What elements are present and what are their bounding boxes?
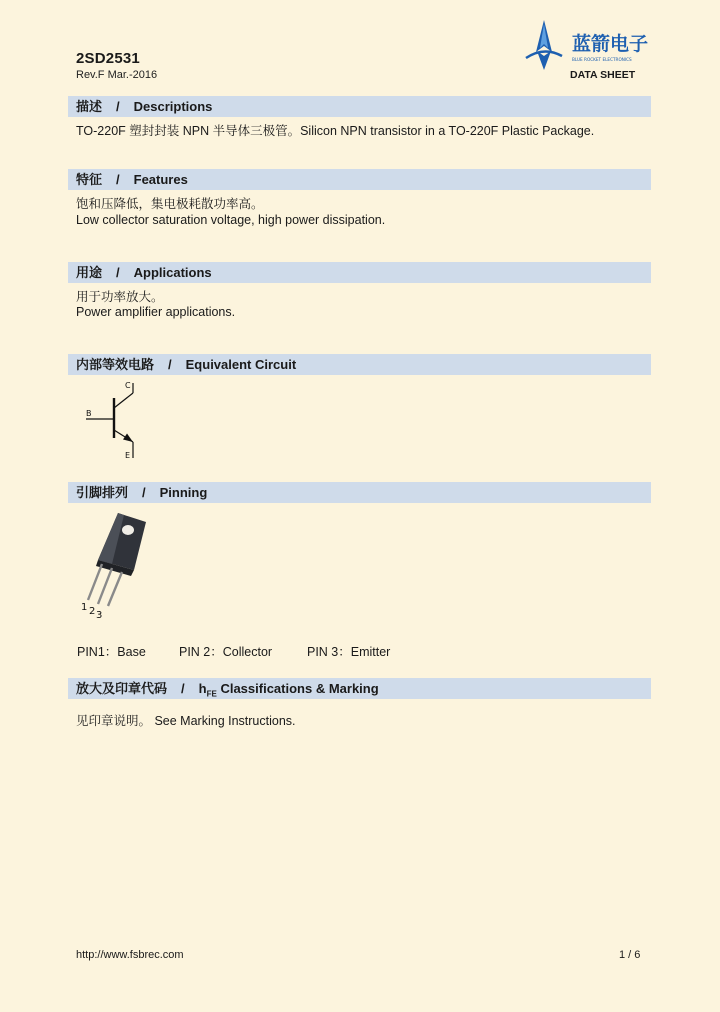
description-text: TO-220F 塑封封装 NPN 半导体三极管。Silicon NPN transistor in a TO-220F Plastic Package.: [76, 124, 595, 138]
features-text-cn: 饱和压降低，集电极耗散功率高。: [76, 197, 264, 211]
section-title-en: Applications: [133, 265, 212, 280]
section-title-cn: 用途: [76, 265, 103, 280]
section-title-en: Equivalent Circuit: [185, 357, 297, 372]
section-title-cn: 内部等效电路: [76, 357, 155, 372]
section-title-cn: 引脚排列: [76, 485, 129, 500]
revision: Rev.F Mar.-2016: [76, 69, 158, 81]
page-number: 1 / 6: [619, 949, 641, 961]
pin-number-3: 3: [96, 610, 103, 620]
emitter-label: E: [125, 451, 131, 460]
section-title-cn: 描述: [76, 99, 103, 114]
applications-text-cn: 用于功率放大。: [76, 290, 164, 304]
section-header-applications: 用途 / Applications: [68, 262, 651, 283]
base-label: B: [86, 409, 92, 418]
section-header-features: 特征 / Features: [68, 169, 651, 190]
logo-text: 蓝箭电子: [572, 33, 649, 55]
pin-number-2: 2: [89, 606, 96, 617]
npn-transistor-symbol: [80, 376, 150, 464]
logo-subtext: BLUE ROCKET ELECTRONICS: [572, 57, 632, 62]
company-logo: [522, 18, 652, 70]
section-header-pinning: 引脚排列 / Pinning: [68, 482, 651, 503]
pin-number-1: 1: [81, 602, 88, 613]
section-title-en: Pinning: [159, 485, 208, 500]
footer-url[interactable]: http://www.fsbrec.com: [76, 949, 184, 961]
hfe-text: 见印章说明。 See Marking Instructions.: [76, 714, 296, 728]
part-number: 2SD2531: [76, 50, 140, 67]
hfe-symbol: $h_{FE}$: [198, 681, 217, 699]
pin3-label: PIN 3：Emitter: [307, 645, 391, 659]
section-title-cn: 特征: [76, 172, 103, 187]
pin1-label: PIN1：Base: [77, 645, 146, 659]
collector-label: C: [125, 381, 131, 390]
datasheet-label: DATA SHEET: [570, 69, 636, 81]
features-text-en: Low collector saturation voltage, high power dissipation.: [76, 213, 386, 227]
section-title-en: Classifications & Marking: [220, 681, 379, 696]
to220f-package-image: [76, 508, 156, 620]
pin2-label: PIN 2：Collector: [179, 645, 273, 659]
section-title-en: Features: [133, 172, 188, 187]
section-title-cn: 放大及印章代码: [76, 681, 168, 696]
applications-text-en: Power amplifier applications.: [76, 305, 236, 319]
section-header-descriptions: 描述 / Descriptions: [68, 96, 651, 117]
section-header-equivalent-circuit: 内部等效电路 / Equivalent Circuit: [68, 354, 651, 375]
section-title-en: Descriptions: [133, 99, 213, 114]
section-header-hfe: 放大及印章代码 / $h_{FE}$ Classifications & Marking: [68, 678, 651, 699]
